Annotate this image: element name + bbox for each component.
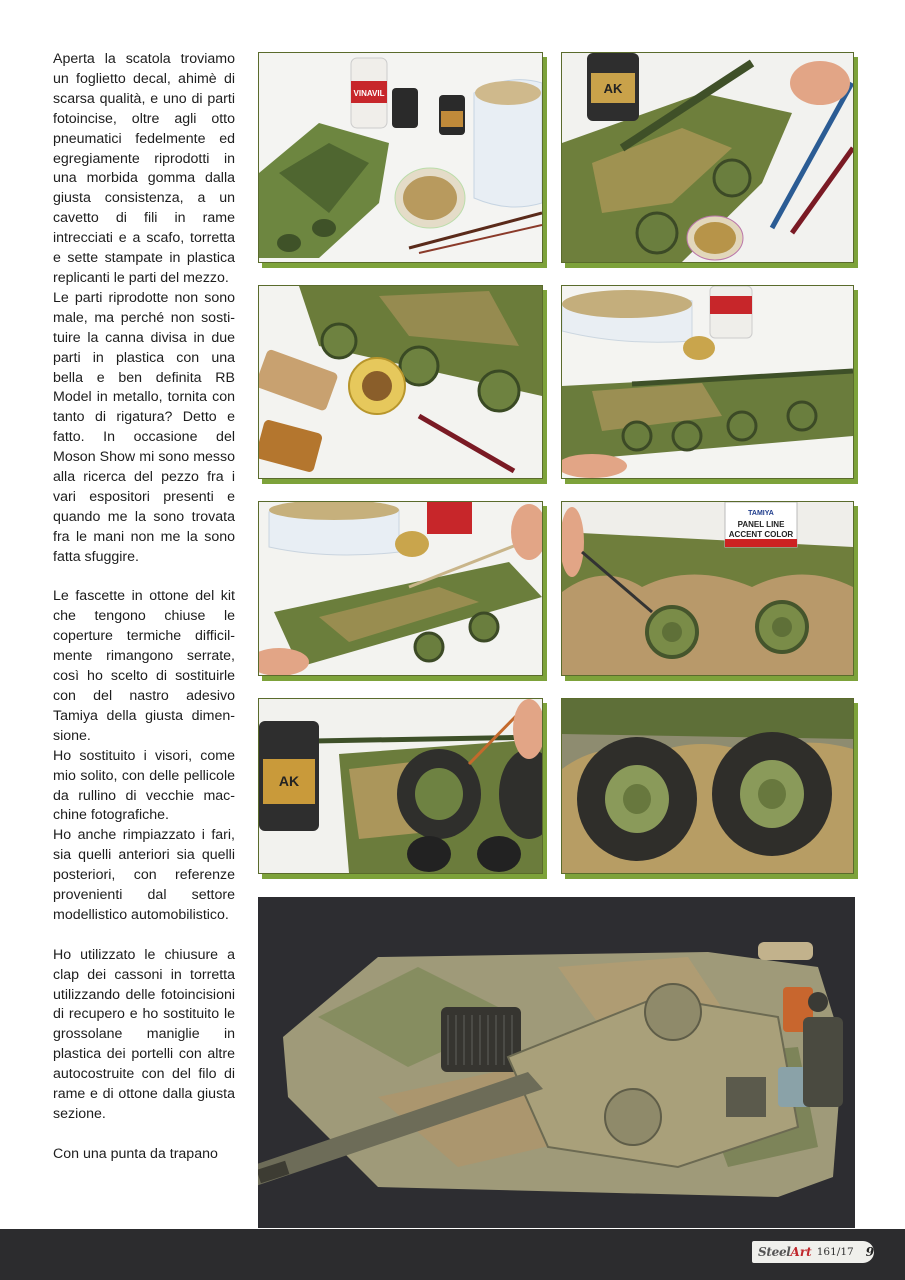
magazine-logo-steel: Steel [758, 1245, 791, 1259]
photo-paints-and-model [258, 52, 543, 263]
paragraph-clasps: Ho utilizzato le chiusure a clap dei cassoni in torretta utilizzando delle fotoincisioni di recupero e ho sostituito le grossolane maniglie in plastica dei portelli con altre autocostruite con del filo di rame e di ottone dalla giusta sezione. [53, 946, 235, 1122]
ak-label: AK [603, 81, 623, 96]
tamiya-label: TAMIYA [748, 510, 774, 517]
vinavil-label: VINAVIL [353, 89, 385, 98]
footer-page-tag [752, 1241, 874, 1263]
ak-label-2: AK [278, 773, 300, 789]
photo-wheels-weathering [258, 285, 543, 479]
photo-finished-model-top-view [258, 897, 855, 1228]
page-number: 9 [865, 1245, 875, 1259]
issue-number: 161/17 [816, 1246, 854, 1258]
photo-weathering-tire [258, 698, 543, 874]
panel-line-label-1: PANEL LINE [737, 520, 785, 529]
paragraph-visors: Ho sostituito i visori, come mio solito, con delle pellicole da rullino di vecchie macchine fotografiche. [53, 747, 235, 824]
page-footer [0, 1229, 905, 1280]
photo-applying-pigment-hull [258, 501, 543, 676]
paragraph-unboxing: Aperta la scatola troviamo un foglietto decal, ahimè di scarsa qualità, e uno di parti fotoincise, oltre agli otto pneumatici fedelmente ed egregiamente riprodotti in una morbida gomma dalla giusta consistenza, a un cavetto di fili in rame intrecciati e a scafo, torretta e sette stampate in plastica replicanti le parti del mezzo. [53, 51, 235, 286]
paragraph-lights: Ho anche rimpiazzato i fari, sia quelli anteriori sia quelli posteriori, con referenze provenienti dal settore modellistico automobilistico. [53, 827, 235, 923]
photo-hull-side-jars [561, 285, 854, 479]
photo-ak-pigment-brushes [561, 52, 854, 263]
paragraph-brass-bands: Le fascette in ottone del kit che tengono chiuse le coperture termiche difficilmente rimangono serrate, così ho scelto di sostituirle con del nastro adesivo Tamiya della giusta dimensione. [53, 588, 235, 744]
photo-tires-closeup [561, 698, 854, 874]
photo-panel-line-accent [561, 501, 854, 676]
magazine-logo-art: Art [790, 1245, 812, 1259]
article-text-column [53, 50, 235, 1165]
paragraph-drill: Con una punta da trapano [53, 1145, 218, 1162]
panel-line-label-2: ACCENT COLOR [728, 530, 794, 539]
paragraph-barrel: Le parti riprodotte non sono male, ma perché non sostituire la canna divisa in due parti in plastica con una bella e ben definita RB Model in metallo, tornita con tanto di rigatura? Detto e fatto. In occasione del Moson Show mi sono messo alla ricerca del pezzo fra i vari espositori presenti e quando me la sono trovata fra le mani non me la sono fatta sfuggire. [53, 289, 235, 565]
